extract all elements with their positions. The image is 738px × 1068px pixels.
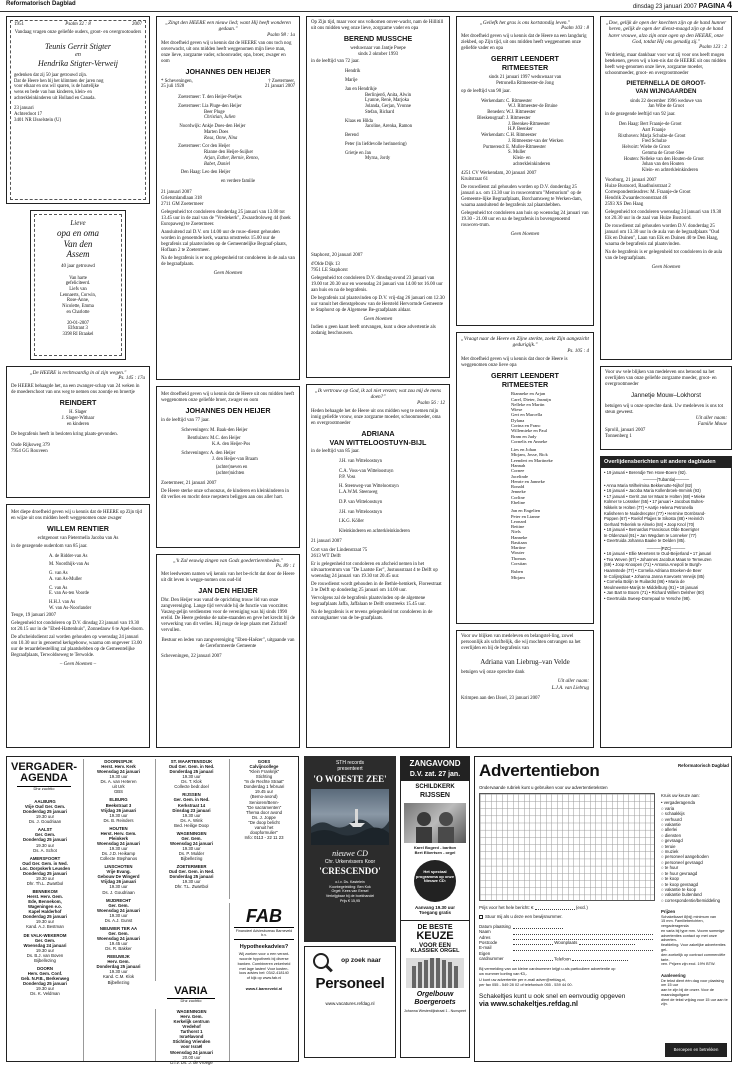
list-item: (69) • Joop Knoopen (71) • Antonia Anepoli te Burgh- xyxy=(604,562,702,568)
varia-header: VARIA Dhz zuchtio xyxy=(157,983,225,1007)
list-item: Poppen (67) • Roelof Plajjes te Sikosta (88) • Heinrich xyxy=(604,516,704,522)
list-item: Kolmer te Losssker (55) • 17 januari • Jacobus Bultes- xyxy=(604,499,705,505)
obituary-berend-mussche-details: Staphorst, 20 januari 2007 d'Olde Dijk 13 7951 LE Staphorst Gelegenheid tot condoleren D.V. dinsdag-avond 23 januari van 19.00 tot 20.30 uur en woensdag 24 januari van 14.00 tot 16.00 uur aan huis en na de begrafenis. De begrafenis zal plaatsvinden op D.V. vrij-dag 26 januari om 12.30 uur vanuit het dienstgebouw van de Hersteld Hervormde Gemeente te Staphorst op de Algemene Be-graafplaats aldaar. Geen bloemen Indien u geen kaart heeft ontvangen, kunt u deze advertentie als zodanig beschouwen. xyxy=(306,250,450,378)
list-item: Nikkels te Holten (77) • Aartje Helena Petronella xyxy=(604,504,693,510)
family-member: Cornee xyxy=(511,468,525,474)
list-item: • Geertruida Johanna Baake te Delden (85). xyxy=(604,538,686,544)
new-cd-badge: Het speciaal programma op onze Nieuwe CD: xyxy=(414,860,456,902)
performers-photo xyxy=(404,803,466,843)
family-member: Jenneke xyxy=(511,489,526,495)
anniversary-stigter: 1951 Psalm 32 : 8 2007 Vandaag vragen onze geliefde ouders, groot- en overgrootouders Teunis Gerrit Stigter en Hendrika Stigter-Verweij gedenken dat zij 50 jaar getrouwd zijn. Dat de Heere hen bij het klimmen der jaren nog voor elkaar en ons wil sparen, is de hartelijke wens en bede van hun kinderen, klein- en achterkleinkinderen uit Holland en Canada. 23 januari Achterdoot 17 3401 NR IJsselstein (U) xyxy=(6,16,150,204)
family-member: Martine xyxy=(511,545,526,551)
family-member: Hannah xyxy=(511,462,526,468)
list-heading: ––––––|Tubantia|–––––– xyxy=(642,477,690,483)
meeting-entry: MIJDRECHT Ger. Gem. Woensdag 24 januari 19.30 uur Ds. A.J. Gunst xyxy=(97,897,140,923)
list-item: Kalisheren te Nudedrecpter (77) • Hermine Dornbrand- xyxy=(604,510,706,516)
family-member: Rianneke en Arjan xyxy=(511,391,546,397)
rubric-option[interactable]: ○ personeel gevraagd xyxy=(661,859,703,865)
obituary-reindert: „De HEERE is rechtvaardig in al zijn wegen." Ps. 145 : 17a De HEERE behaagde het, na een zwanger-schap van 24 weken in de moederschoot van ons weg te nemen ons zoontje en broertje REINDERT H. Slager J. Slager-Withaar en kinderen De begrafenis heeft in besloten kring plaats-gevonden. Oude Rijksweg 379 7954 GG Rouveen xyxy=(6,366,150,498)
rubric-option[interactable]: • vergaderagenda xyxy=(661,800,695,806)
meeting-entry: AALBURG Vrije Oud Ger. Gem. Donderdag 25 januari 19.30 uur Ds. J. Goudriaan xyxy=(23,799,67,825)
deceased-name: JOHANNES DEN HEIJER xyxy=(185,66,271,76)
fab-logo: FAB xyxy=(246,906,282,926)
family-member: Cornelis en Anneke xyxy=(511,438,548,444)
fab-ad: FAB Financieel Adviesbureau Barneveld b.v. Hypotheekadvies? Wij zoeken voor u een verant- woorde hypotheek bij diverse banken. Combineren zekerheid met lage lasten! Voor kosten- loos advies bel: 0342-418140 of kijk op www.fab.nl www.f-barneveld.nl xyxy=(229,903,298,1061)
organ-image xyxy=(406,958,464,988)
organ-maker-logo: Orgelbouw Boergeroets xyxy=(414,990,456,1007)
rubric-option[interactable]: ○ verhuurd xyxy=(661,816,682,822)
family-member: Niels xyxy=(511,529,521,535)
deceased-name: WILLEM RENTIER xyxy=(47,523,109,533)
rubric-option[interactable]: ○ varia xyxy=(661,805,675,811)
family-member: Bettine xyxy=(511,524,525,530)
family-member: Wouter xyxy=(511,550,525,556)
rubric-option[interactable]: ○ diensten xyxy=(661,832,682,838)
family-member: Thomas xyxy=(511,555,526,561)
rubric-option[interactable]: ○ te huur gevraagd xyxy=(661,870,698,876)
meeting-entry: LINSCHOTEN Vrije Evang. Gebouw De Wingerd Vrijdag 26 januari 19.30 uur Ds. J. Goudriaan xyxy=(97,864,140,895)
meeting-entry: ST. MAARTENSDIJK Oud Ger. Gem. in Ned. Donderdag 25 januari 19.30 uur Ds. T. Klok Collecte bedr.doel xyxy=(168,759,215,790)
family-member: Jacelinde xyxy=(511,473,529,479)
list-item: • 17 januari • Gerrit Jan ter Maat te Holten (68) • Mieke xyxy=(604,493,706,499)
banner-beroepen: Beroepen en betrekken xyxy=(665,1043,727,1057)
family-member: Ronald xyxy=(511,484,525,490)
obituary-berend-mussche: Op Zijn tijd, maar voor ons volkomen onver-wacht, nam de Hillitill uit ons midden weg onze lieve, zorgzame vader en opa BEREND MUSSCHE weduwnaar van Jantje Poepe sinds 2 oktober 1993 in de leeftijd van 72 jaar. Hendrik Marije Jan en Hendrikje Berlinjen6, Anita, Alwin Lyanne, Renè, Marjoka Jolanda, Gerjan, Yvonne Stefan, Richard Klaas en Hilda Jacoline, Arenka, Ramon Berend Peter (in liefdevolle herinnering) Grietje en Jan Myrna, Jordy xyxy=(306,16,450,260)
rubric-option[interactable]: ○ te koop xyxy=(661,876,679,882)
family-member: Dylana xyxy=(511,417,525,423)
list-item: • 16 januari • Ellie Meertens te Oud-Beijerland • 17 januari xyxy=(604,551,712,557)
family-member: Jan en Engelien xyxy=(511,508,541,514)
family-member: Mirjam xyxy=(511,574,525,580)
deceased-name: BEREND MUSSCHE xyxy=(343,33,413,43)
list-item: te Oldenzaal (91) • Jan Wegdam te Lonneker (77) xyxy=(604,532,697,538)
rubric-option[interactable]: ○ personeel aangeboden xyxy=(661,854,709,860)
anniversary-van-den-assem: Lieve opa en oma Van den Assem 40 jaar getrouwd Van harte gefeliciteerd. Liefs van Lennaerts, Corwin, Rose-Anne, Nicolette, Emma en Charlotte 20-01-2007 Elfstrant 3 3398 RI Braakel xyxy=(30,210,126,360)
deceased-name: Jannetje Mouw–Lokhorst xyxy=(630,391,701,399)
rubric-option[interactable]: ○ te huur xyxy=(661,865,679,871)
advertentiebon-form: Advertentiebon Reformatorisch Dagblad Ondervaande rubriek kunt u gebruiken voor uw advertentieteksten Kruis uw keuze aan: • vergaderagenda ○ varia ○ schaakkijs ○ verhuurd ○ vakantie ○ allerlei ○ diensten ○ gevraagd ○ teruie ○ muziek ○ personeel aangeboden ○ personeel gevraagd ○ te huur ○ te huur gevraagd ○ te koop ○ te koop gevraagd ○ vakantie te koop ○ vakantie buitenland ○ correspondentie/bemiddeling Prijzen Schakelkaart 8(bij) minimum van 15 mm. Familieberichten, vergaderagenda en varia bij type mm. Voorm sommige advertenties contact op met onze adverten- tieafdeling. Voor zakelijke advertenties gel- den zoekelijk op contract commerciële tarie- ven. Prijzen zijn excl. 19% BTW. Aanlevering De tekst dient één dag voor plaatsing om 15 uur aan te zijn bij de onzer. Voor de maandaguitgave dient de tekst vrijdag voor 15 uur aan te zijn. Prijs voor het hele bericht: € (excl.) Stuur mij als u deze een bewijsnummer. Datum plaatsing Naam Adres Postcode Woonplaats E-mail Eigen cardnummer Telefoon Bij vermelding van uw kleine cardnummer krijgt u als particuliere advertentie op uw nummer korting van €3,- U kunt uw advertentie per e-mail adver@refdag.nl, per fax 055 - 549 28 02 of telefonisch 055 - 539 44 00. Schakeltjes kunt u ook snel en eenvoudig opgeven via www.schakeltjes.refdag.nl Beroepen en betrekken xyxy=(474,756,732,1062)
family-member: Carel, Dieter, Jasmijn xyxy=(511,396,551,402)
meeting-entry: ZOETERMEER Oud Ger. Gem. in Ned. Donderdag 25 januari 19.30 uur Dhr. T.L. Zwartbol xyxy=(168,864,215,890)
list-item: te Colijnsplaat • Johanna Janna Koevoets Verwijs (85) xyxy=(604,573,705,579)
obituary-gerrit-leendert-ritmeester: „Geliefk het gras is ons kortstondig leven." Psalm 103 : 8 Met droefheid geven wij u kennis dat de Heere na een langdurig ziekbed, op Zijn tijd, uit ons midden heeft weggenomen onze geliefde vader en opa GERRIT LEENDERT RITMEESTER sinds 21 januari 1997 weduwnaar van Petronella Ritmeester-de Jong op de leeftijd van 90 jaar. Werkendam: C. Ritmeester W.J. Ritmeester-de Bruine Beneden: W.J. Ritmeester Bleskensgraaf: J. Ritmeester J. Beenkes-Ritmeester H.P. Beenker Werkendam: C.H. Ritmeester J. Ritmeester-van der Werken Purmerend: E. Muller-Ritmeester S. Muller Klein- en achterkleinkinderen 4251 CV Werkendam, 20 januari 2007 Kruitstraat 61 De rouwdienst zal gehouden worden op D.V. donderdag 25 januari a.s. om 13.30 uur in rouwcentrum "Memorium" op de Gemeente-lijke Begraafplaats, Borchamsweg te Werken-dam, waarna aansluitend de begrafenis zal plaatshebben. Gelegenheid tot condoleren aan huis op woensdag 24 januari van 19.30 - 21.00 uur en na de begrafenis in bovengenoemd rouwcen-trum. Geen bloemen xyxy=(456,16,594,326)
meeting-entry: WAGENINGEN Ger. Gem. Woensdag 24 januari 19.30 uur Ds. P. Mulder Bijbellezing xyxy=(170,830,213,862)
text-grid[interactable] xyxy=(479,793,655,901)
list-item: • Cornelia Bolijn te Ruilardst (86) • Maria de xyxy=(604,579,685,585)
deceased-name: REINDERT xyxy=(59,398,97,408)
thanks-adriana-van-liebrug: Voor uw blijken van medeleven en belangstel-ling, zowel persoonlijk als schriftelijk, die wij mochten ontvangen na het overlijden en bij de begrafenis van Adriana van Liebrug–van Velde betuigen wij onze oprechte dank Uit aller naam: L.J.A. van Liebrug Krimpen aan den IJssel, 23 januari 2007 xyxy=(456,630,594,748)
family-member: Corline xyxy=(511,494,525,500)
meeting-entry: NIEUWER TER AA Ger. Gem. Woensdag 24 januari 19.45 uur Ds. R. Bakker xyxy=(97,925,140,952)
meeting-entry: DOORN Herv. Gem. Conf. Geb. N.P.B., Berkenweg Donderdag 25 januari 19.30 uur Ds. K. Veldman xyxy=(20,965,70,997)
rubric-option[interactable]: ○ gevraagd xyxy=(661,838,683,844)
place-title: GOES xyxy=(257,759,271,764)
family-member: Gert en Marcella xyxy=(511,412,543,418)
obituary-johannes-den-heijer-family: Met droefheid geven wij u kennis dat de Heere uit ons midden heeft weggenomen onze geliefde broer, zwager en oom JOHANNES DEN HEIJER in de leeftijd van 77 jaar. Scheveningen: M. Baak-den Heijer Bentluizen: M.C. den Heijer K.A. den Heijer-Pos Scheveningen: A. den Heijer J. den Heijer-van Braam (achter)neven en (achter)nichten Zoetermeer, 21 januari 2007 De Heere sterke onze schoonzus, de kinderen en kleinkinderen in dit verlies en mocht deze roepstem beliggen aan ons aller hart. xyxy=(156,386,300,548)
family-member: Corina en Franc xyxy=(511,423,541,428)
family-member: Mirjam, Josse, Rick xyxy=(511,452,548,458)
sea-image xyxy=(311,789,389,845)
agenda-header: VERGADER- AGENDA Dhz zuchtio xyxy=(9,759,79,795)
deceased-name: JAN DEN HEIJER xyxy=(198,586,258,596)
family-member: Peter en Lianne xyxy=(511,513,540,519)
family-member: Wiese xyxy=(511,407,523,413)
thanks-jannetje-mouw-lokhorst: Voor uw vele blijken van medeleven ons betoond na het overlijden van onze geliefde zorgzame moeder, groot- en overgrootmoeder Jannetje Mouw–Lokhorst betuigen wij u onze oprechte dank. Uw medeleven is ons tot steun geweest. Uit aller naam: Familie Mouw Sprolil, januari 2007 Tonnenberg 1 xyxy=(600,366,732,450)
brand-logo: Reformatorisch Dagblad xyxy=(678,763,729,768)
meeting-entry: ELBURG Beekstraat 3 Vrijdag 26 januari 19.30 uur Ds. B. Reinders xyxy=(100,797,137,823)
list-item: Meulmeester-Marijs te Middelburg (91) • 18 januari xyxy=(604,584,699,590)
card-number-field[interactable] xyxy=(513,957,553,961)
family-member: Bastiaan xyxy=(511,539,527,545)
family-member: Henrie en Janneke xyxy=(511,478,545,484)
family-member: Leonard xyxy=(511,518,527,524)
family-member: Ruben xyxy=(511,569,523,575)
list-item: • 16 januari • Jacoba Maria Kollenbroek-Immink (93) xyxy=(604,488,701,494)
meeting-entry: HOUTEN Herst. Herv. Gem. Pleinkerk Woensdag 24 januari 19.30 uur Ds. J.D. Heikamp Collecte Stephanos xyxy=(97,825,140,862)
list-item: • Jan Bart te Boorn (71) • Richard Willem Delsher (80) xyxy=(604,590,704,596)
obituary-adriana-van-witteloostuyn: „Ik vertrouw op God, ik zal niet vrezen; wat zou mij de mens doen?" Psalm 56 : 12 Heden behaagde het de Heere uit ons midden weg te nemen mijn innig geliefde vrouw, onze zorgzame moeder, schoonmoeder, oma en overgrootmoeder ADRIANA VAN WITTELOOSTUYN-BIJL in de leeftijd van 85 jaar. J.H. van Witteloostuyn C.A. Voss-van Witteloostuyn P.P. Voss H. Steenweg-van Witteloostuyn L.A.W.M. Steenweg D.P. van Witteloostuyn J.H. van Witteloostuyn I.K.G. Köller Kleinkinderen en achterkleinkinderen 21 januari 2007 Cort van der Lindenstraat 75 2613 WT Delft Er is gelegenheid tot condoleren en afscheid nemen in het uitvaartcentrum van "De Laatste Eer", Justuusstraat 4 te Delft op woensdag 24 januari van 19.30 tot 20.45 uur. De rouwdienst wordt gehouden in de Bethle-hemkerk, Floreestraat 3 te Delft op donderdag 25 januari om 14.00 uur. Vervolgens zal de begrafenis plaatsvinden op de algemene begraafplaats Jaffa, Jaffalaan te Delft omstreeks 15.45 uur. Na de begrafenis is er tevens gelegenheid tot condoleren in de ontvangkamer van de be-graafplaats. xyxy=(306,384,450,748)
deceased-name: GERRIT LEENDERT xyxy=(491,54,559,64)
deceased-name: ADRIANA xyxy=(361,428,395,438)
page-header xyxy=(0,0,738,12)
list-item: • Anna Maria Wilhelmina Bekkenutte-Nijhof (82) xyxy=(604,482,693,488)
price-field[interactable] xyxy=(535,906,575,910)
meeting-entry: DOORNSPIJK Herst. Herv. Kerk Woensdag 24 januari 19.30 uur Ds. A. van Heteren uit Urk GBS xyxy=(97,759,140,795)
meeting-agenda: VERGADER- AGENDA Dhz zuchtio AALBURG Vrije Oud Ger. Gem. Donderdag 25 januari 19.30 uur Ds. J. Goudriaan AALST Ger. Gem. Donderdag 25 januari 19.30 uur Ds. A. Schot AMERSFOORT Oud Ger. Gem. in Ned. Loc. Dorpskerk Leusden Donderdag 25 januari 19.30 uur Dhr. Th.L. Zwartbol BENNEKOM Herst. Herv. Gem. Ede, Bennekom, Wageningen e.o. Kapel Halderhof Donderdag 25 januari 19.30 uur Kand. A.J. Bestman DE VALK-WEKEROM Ger. Gem. Woensdag 24 januari 19.30 uur Ds. B.J. van Boven Bijbellezing DOORN Herv. Gem. Conf. Geb. N.P.B., Berkenweg Donderdag 25 januari 19.30 uur Ds. K. Veldman DOORNSPIJK Herst. Herv. Kerk Woensdag 24 januari 19.30 uur Ds. A. van Heteren uit Urk GBS ELBURG Beekstraat 3 Vrijdag 26 januari 19.30 uur Ds. B. Reinders HOUTEN Herst. Herv. Gem. Pleinkerk Woensdag 24 januari 19.30 uur Ds. J.D. Heikamp Collecte Stephanos LINSCHOTEN Vrije Evang. Gebouw De Wingerd Vrijdag 26 januari 19.30 uur Ds. J. Goudriaan MIJDRECHT Ger. Gem. Woensdag 24 januari 19.30 uur Ds. A.J. Gunst NIEUWER TER AA Ger. Gem. Woensdag 24 januari 19.45 uur Ds. R. Bakker REEUWIJK Herv. Gem. Donderdag 25 januari 19.30 uur Kand. C.M. Klok Bijbellezing ST. MAARTENSDIJK Oud Ger. Gem. in Ned. Donderdag 25 januari 19.30 uur Ds. T. Klok Collecte bedr.doel RIJSSEN Ger. Gem. in Ned. Kerkstraat 14 Dinsdag 23 januari 19.30 uur Ds. A. Wink Bed. Heilige Doop WAGENINGEN Ger. Gem. Woensdag 24 januari 19.30 uur Ds. P. Mulder Bijbellezing ZOETERMEER Oud Ger. Gem. in Ned. Donderdag 25 januari 19.30 uur Dhr. T.L. Zwartbol VARIA Dhz zuchtio WAGENINGEN Herv. Gem. Kerkelijk centrum Vredehof Tarthorst 1 Israëlavond Stichting Vrienden voor Israël Woensdag 24 januari 20.00 uur D.i.v. Ds. J. de Vroege GOES Calvijncollege "Klein Frankrijk" Stichting "In de Rechte Straat" Donderdag 1 februari 19.45 uur (Bemo-avond) Senioren/Benn- "De sacramenten" Thema door avond Ds. J. Joppe "De doop belicht vanuit het doopformulier" Info: 0113 - 22 11 23 FAB Financieel Adviesbureau Barneveld b.v. Hypotheekadvies? Wij zoeken voor u een verant- woorde hypotheek bij diverse banken. Combineren zekerheid met lage lasten! Voor kosten- loos advies bel: 0342-418140 of kijk op www.fab.nl www.f-barneveld.nl xyxy=(6,756,299,1062)
family-member: Ebeline xyxy=(511,499,526,505)
rubric-option[interactable]: ○ teruie xyxy=(661,843,676,849)
list-heading: ––––––|PZC|–––––– xyxy=(646,545,686,551)
obituary-pieternella-de-groot: „Doe, gelijk de open der knechten zijn op de hand hunner heren, gelijk de ogen der dienst-maagd zijn op de hand harer vrouwe, alzo zijn onze ogen op den HEERE, onze God, totdat Hij ons genadig zij." Psalm 123 : 2 Verdrietig, maar dankbaar voor wat zij voor ons heeft mogen betekenen, geven wij u ken-nis dat de HEERE uit ons midden heeft weg-genomen onze lieve, zorgzame moeder, schoonmoeder, groot- en overgrootmoeder PIETERNELLA DE GROOT- VAN WIJNGAARDEN sinds 22 december 1996 weduwe van Jan Wibe de Groot in de gezegende leeftijd van 92 jaar. Den Haag: Bert Fraanje-de Groot Aart Fraanje Rixthoven: Marja Schulze-de Groot Fred Schulze Helvoirt: Wiebe de Groot Gemma de Groot-Slee Houten: Nelleke van den Houten-de Groot Johan van den Houten Klein- en achterkleinkinderen Voorburg, 21 januari 2007 Huize Bustoord, Raadhuisstraat 2 Correspondentieadres: M. Fraanje-de Groot Hendrik Zwaardecroonstraat 46 2593 XS Den Haag Gelegenheid tot condoleren woensdag 24 januari van 19.30 tot 20.30 uur in de zaal van Huize Bustoord. De rouwdienst zal gehouden worden D.V. donderdag 25 januari om 13.30 uur in de aula van de begraafplaats "Oud Eik en Duinen", Laan van Eik en Duinen 40 te Den Haag, waarna de begrafenis zal plaatsvinden. Na de begrafenis is er gelegenheid tot condoleren in de aula van de begraafplaats. Geen bloemen xyxy=(600,16,732,360)
celebrant-name-2: Hendrika Stigter-Verweij xyxy=(37,59,119,69)
rubric-option[interactable]: ○ vakantie xyxy=(661,822,681,828)
meeting-entry: REEUWIJK Herv. Gem. Donderdag 25 januari 19.30 uur Kand. C.M. Klok Bijbellezing xyxy=(96,954,141,985)
deceased-name: JOHANNES DEN HEIJER xyxy=(185,405,271,415)
meeting-entry: BENNEKOM Herst. Herv. Gem. Ede, Bennekom, Wageningen e.o. Kapel Halderhof Donderdag 25 januari 19.30 uur Kand. A.J. Bestman xyxy=(23,889,67,930)
meeting-entry: WAGENINGEN Herv. Gem. Kerkelijk centrum Vredehof Tarthorst 1 Israëlavond Stichting Vrienden voor Israël Woensdag 24 januari 20.00 uur D.i.v. Ds. J. de Vroege xyxy=(170,1009,213,1065)
deceased-name: PIETERNELLA DE GROOT- xyxy=(626,80,706,88)
rubric-option[interactable]: ○ allerlei xyxy=(661,827,678,833)
personeel-ad: op zoek naar Personeel www.vacatures.refdag.nl xyxy=(304,946,396,1058)
section-title: Overlijdensberichten uit andere dagbladen xyxy=(601,457,731,468)
form-title: Advertentiebon xyxy=(479,761,600,780)
family-member: Hanneke xyxy=(511,534,528,540)
meeting-entry: DE VALK-WEKEROM Ger. Gem. Woensdag 24 januari 19.30 uur Ds. B.J. van Boven Bijbellezing xyxy=(23,932,67,963)
publication-name: Reformatorisch Dagblad xyxy=(6,1,76,7)
celebrant-name-1: Teunis Gerrit Stigter xyxy=(45,42,111,52)
page-date: dinsdag 23 januari 2007 PAGINA 4 xyxy=(632,0,732,10)
rubric-option[interactable]: ○ vakantie buitenland xyxy=(661,892,702,898)
list-item: Haamstede (77) • Cornelia Adriana Broeken-de Beer xyxy=(604,568,702,573)
memorial-jan-den-heijer: „'k Zal eeuwig zingen van Gods goedertierenheden." Ps. 89 : 1 Met leedwezen namen wij kennis van het be-richt dat door de Heere uit dit leven is wegge-nomen ons oud-lid JAN DEN HEIJER Dhr. Den Heijer was vanaf de oprichting trouw lid van onze zangvereniging. Lange tijd vervulde hij de functie van voorzitter. Vaszeg-gelijn verdiensten voor de vereniging was hij sinds 1990 erelid. De Heere gedenke de nabe-staanden en geve het krecht bij de verwerking van dit verlies. Hij moge de lege plaats met Zichzelf vervullen. Bestuur en leden van zangvereniging "Eben-Haëzer", uitgaande van de Gereformeerde Gemeente Scheveningen, 22 januari 2007 xyxy=(156,554,300,748)
list-heading: • 19 januari • Berendje Ten Hove-Boere (92). xyxy=(604,469,687,475)
rubric-option[interactable]: ○ te koop gevraagd xyxy=(661,881,698,887)
meeting-entry: AALST Ger. Gem. Donderdag 25 januari 19.30 uur Ds. A. Schot xyxy=(23,827,67,853)
obituary-willem-rentier: Met diepe droefheid geven wij u kennis dat de HEERE op Zijn tijd en wijze uit ons midden heeft weggenomen onze zwager WILLEM RENTIER echtgenoot van Pietermella Jacoba van As in de gezegende ouderdom van 85 jaar. A. de Ridder-van As M. Noordhijk-van As G. van As A. van As-Muller C. van As E. van As-ten Voorde H.H.J. van As W. van As-Noorlander Teuge, 19 januari 2007 Gelegenheid tot condoleren op D.V. dinsdag 23 januari van 19.30 tot 20.15 uur in de "Ebed-Hattenhuis", Zonnedauw 6 te Apel-doorn. De afscheidsdienst zal worden gehouden op woensdag 24 januari om 10.30 uur in genoemd kerkgebouw, waarna om ongeveer 13.00 uur de teraardebestelling zal plaatshebben op de Gemeentelijke Begraafplaats, Terwoldseweg te Terwolde. – Geen bloemen – xyxy=(6,504,150,748)
family-member: Bram en Judy xyxy=(511,433,537,439)
meeting-entry: AMERSFOORT Oud Ger. Gem. in Ned. Loc. Dorpskerk Leusden Donderdag 25 januari 19.30 uur Dhr. Th.L. Zwartbol xyxy=(19,855,71,886)
rubric-option[interactable]: ○ muziek xyxy=(661,849,679,855)
deceased-name: Adriana van Liebrug–van Velde xyxy=(480,657,570,666)
fab-url: www.f-barneveld.nl xyxy=(245,985,283,991)
family-member: Leendert en Martineke xyxy=(511,457,553,463)
meeting-entry: RIJSSEN Ger. Gem. in Ned. Kerkstraat 14 Dinsdag 23 januari 19.30 uur Ds. A. Wink Bed. Heilige Doop xyxy=(172,792,211,828)
rubric-option[interactable]: ○ correspondentie/bemiddeling xyxy=(661,897,720,903)
sth-records-ad: STH records presenteert 'O WOESTE ZEE' nieuwe CD Chr. Urkervissers Koor 'CRESCENDO' o.l.v. Ds. Kastelein Koorbegeleiding: Ben Kok Orgel: Kees van Eersel Verkrijgbaar bij de boekhandel Prijs € 15,95 xyxy=(304,756,396,942)
list-item: • Tea Weven (67) • Johannes Jacobus Maas te Terneuzen xyxy=(604,556,712,562)
proof-copy-checkbox[interactable] xyxy=(479,915,483,919)
list-item: • 18 januari • Bernardus Franciscus Olde Boerrigter xyxy=(604,527,700,533)
rubric-option[interactable]: ○ vakantie te koop xyxy=(661,886,697,892)
obituary-johannes-den-heijer: „Zingt den HEERE een nieuw lied; want Hij heeft wonderen gedaan." Psalm 98 : 1a Met droefheid geven wij u kennis dat de HEERE van ons toch nog onverwacht, uit ons midden heeft weggenomen mijn lieve man, onze lieve, zorgzame vader, schoonvader, opa, broer, zwager en oom JOHANNES DEN HEIJER * Scheveningen, 25 juli 1928 † Zoetermeer, 21 januari 2007 Zoetermeer: T. den Heijer-Poeljes Zoetermeer: Lia Pluge-den Heijer Beer Pluge Christian, Julien Noordwijk: Ankje Does-den Heijer Marten Does Rosa, Onne, Nina Zoetermeer: Cor den Heijer Rianne den Heijer-Suijker Arjan, Esther, Bernie, Renno, Babet, Daniel Den Haag: Leo den Heijer en verdere familie 21 januari 2007 Grietsmlandlaan 318 2711 GM Zoetermeer Gelegenheid tot condoleren donderdag 25 januari van 13.00 tot 13.45 uur in de zaal van de "Vredekerk", Zwaardrolsweg 44 (hoek Europaweg) te Zoetermeer. Aansluitend zal D.V. om 14.00 uur de rouw-dienst gehouden worden in genoemde kerk, waarna omstreeks 15.00 uur de begrafenis zal plaatsvinden op de Gemeentelijke Begraaf-plaats, Hoflaan 2 te Zoetermeer. Na de begrafenis is er nog gelegenheid tot condoleren in de aula van de begraafplaats. Geen bloemen xyxy=(156,16,300,380)
list-item: Gerhard Teberink te Almelo (84) • Joop Knol (70) xyxy=(604,521,695,527)
phone-field[interactable] xyxy=(572,957,628,961)
family-member: Corstian xyxy=(511,561,527,567)
deceased-name: GERRIT LEENDERT xyxy=(491,370,559,380)
cd-cover xyxy=(311,789,389,845)
rubric-option[interactable]: ○ schaakkijs xyxy=(661,811,685,817)
name-field[interactable] xyxy=(513,931,653,935)
family-member: Lies en Johan xyxy=(511,447,537,453)
zangavond-ad: ZANGAVOND D.V. zat. 27 jan. SCHILDKERK RIJSSEN Karel Bogerd - bariton Bert Elbertsen - orgel Het speciaal programma op onze Nieuwe CD: Aanvang 19.30 uur Toegang gratis DE BESTE KEUZE VOOR EEN KLASSIEK ORGEL Orgelbouw Boergeroets Johanna Westerdijkstraat 1 - Nunspeet xyxy=(400,756,470,1058)
obituaries-other-papers xyxy=(600,456,732,748)
family-member: Nelleke en Martin xyxy=(511,401,545,407)
schakeltjes-link[interactable]: via www.schakeltjes.refdag.nl xyxy=(479,1000,578,1008)
list-item: • Geertruida Sweep-Dorrepaal te Yersche (98). xyxy=(604,595,691,601)
family-member: Willemieke en Paul xyxy=(511,428,548,434)
obituary-gerrit-leendert-ritmeester-grandchildren: „Vraagt naar de Heere en Zijne sterkte, zoekt Zijn aangezicht gedurigijk." Ps. 105 : 4 Met droefheid geven wij u kennis dat door de Heere is weggenomen onze lieve opa GERRIT LEENDERT RITMEESTER Rianneke en Arjan Carel, Dieter, Jasmijn Nelleke en Martin Wiese Gert en Marcella Dylana Corina en Franc Willemieke en Paul Bram en Judy Cornelis en Anneke Lies en Johan Mirjam, Josse, Rick Leendert en Martineke Hannah Cornee Jacelinde Henrie en Janneke Ronald Jenneke Corline Ebeline Jan en Engelien Peter en Lianne Leonard Bettine Niels Hanneke Bastiaan Martine Wouter Thomas Corstian Ruben Mirjam xyxy=(456,332,594,624)
